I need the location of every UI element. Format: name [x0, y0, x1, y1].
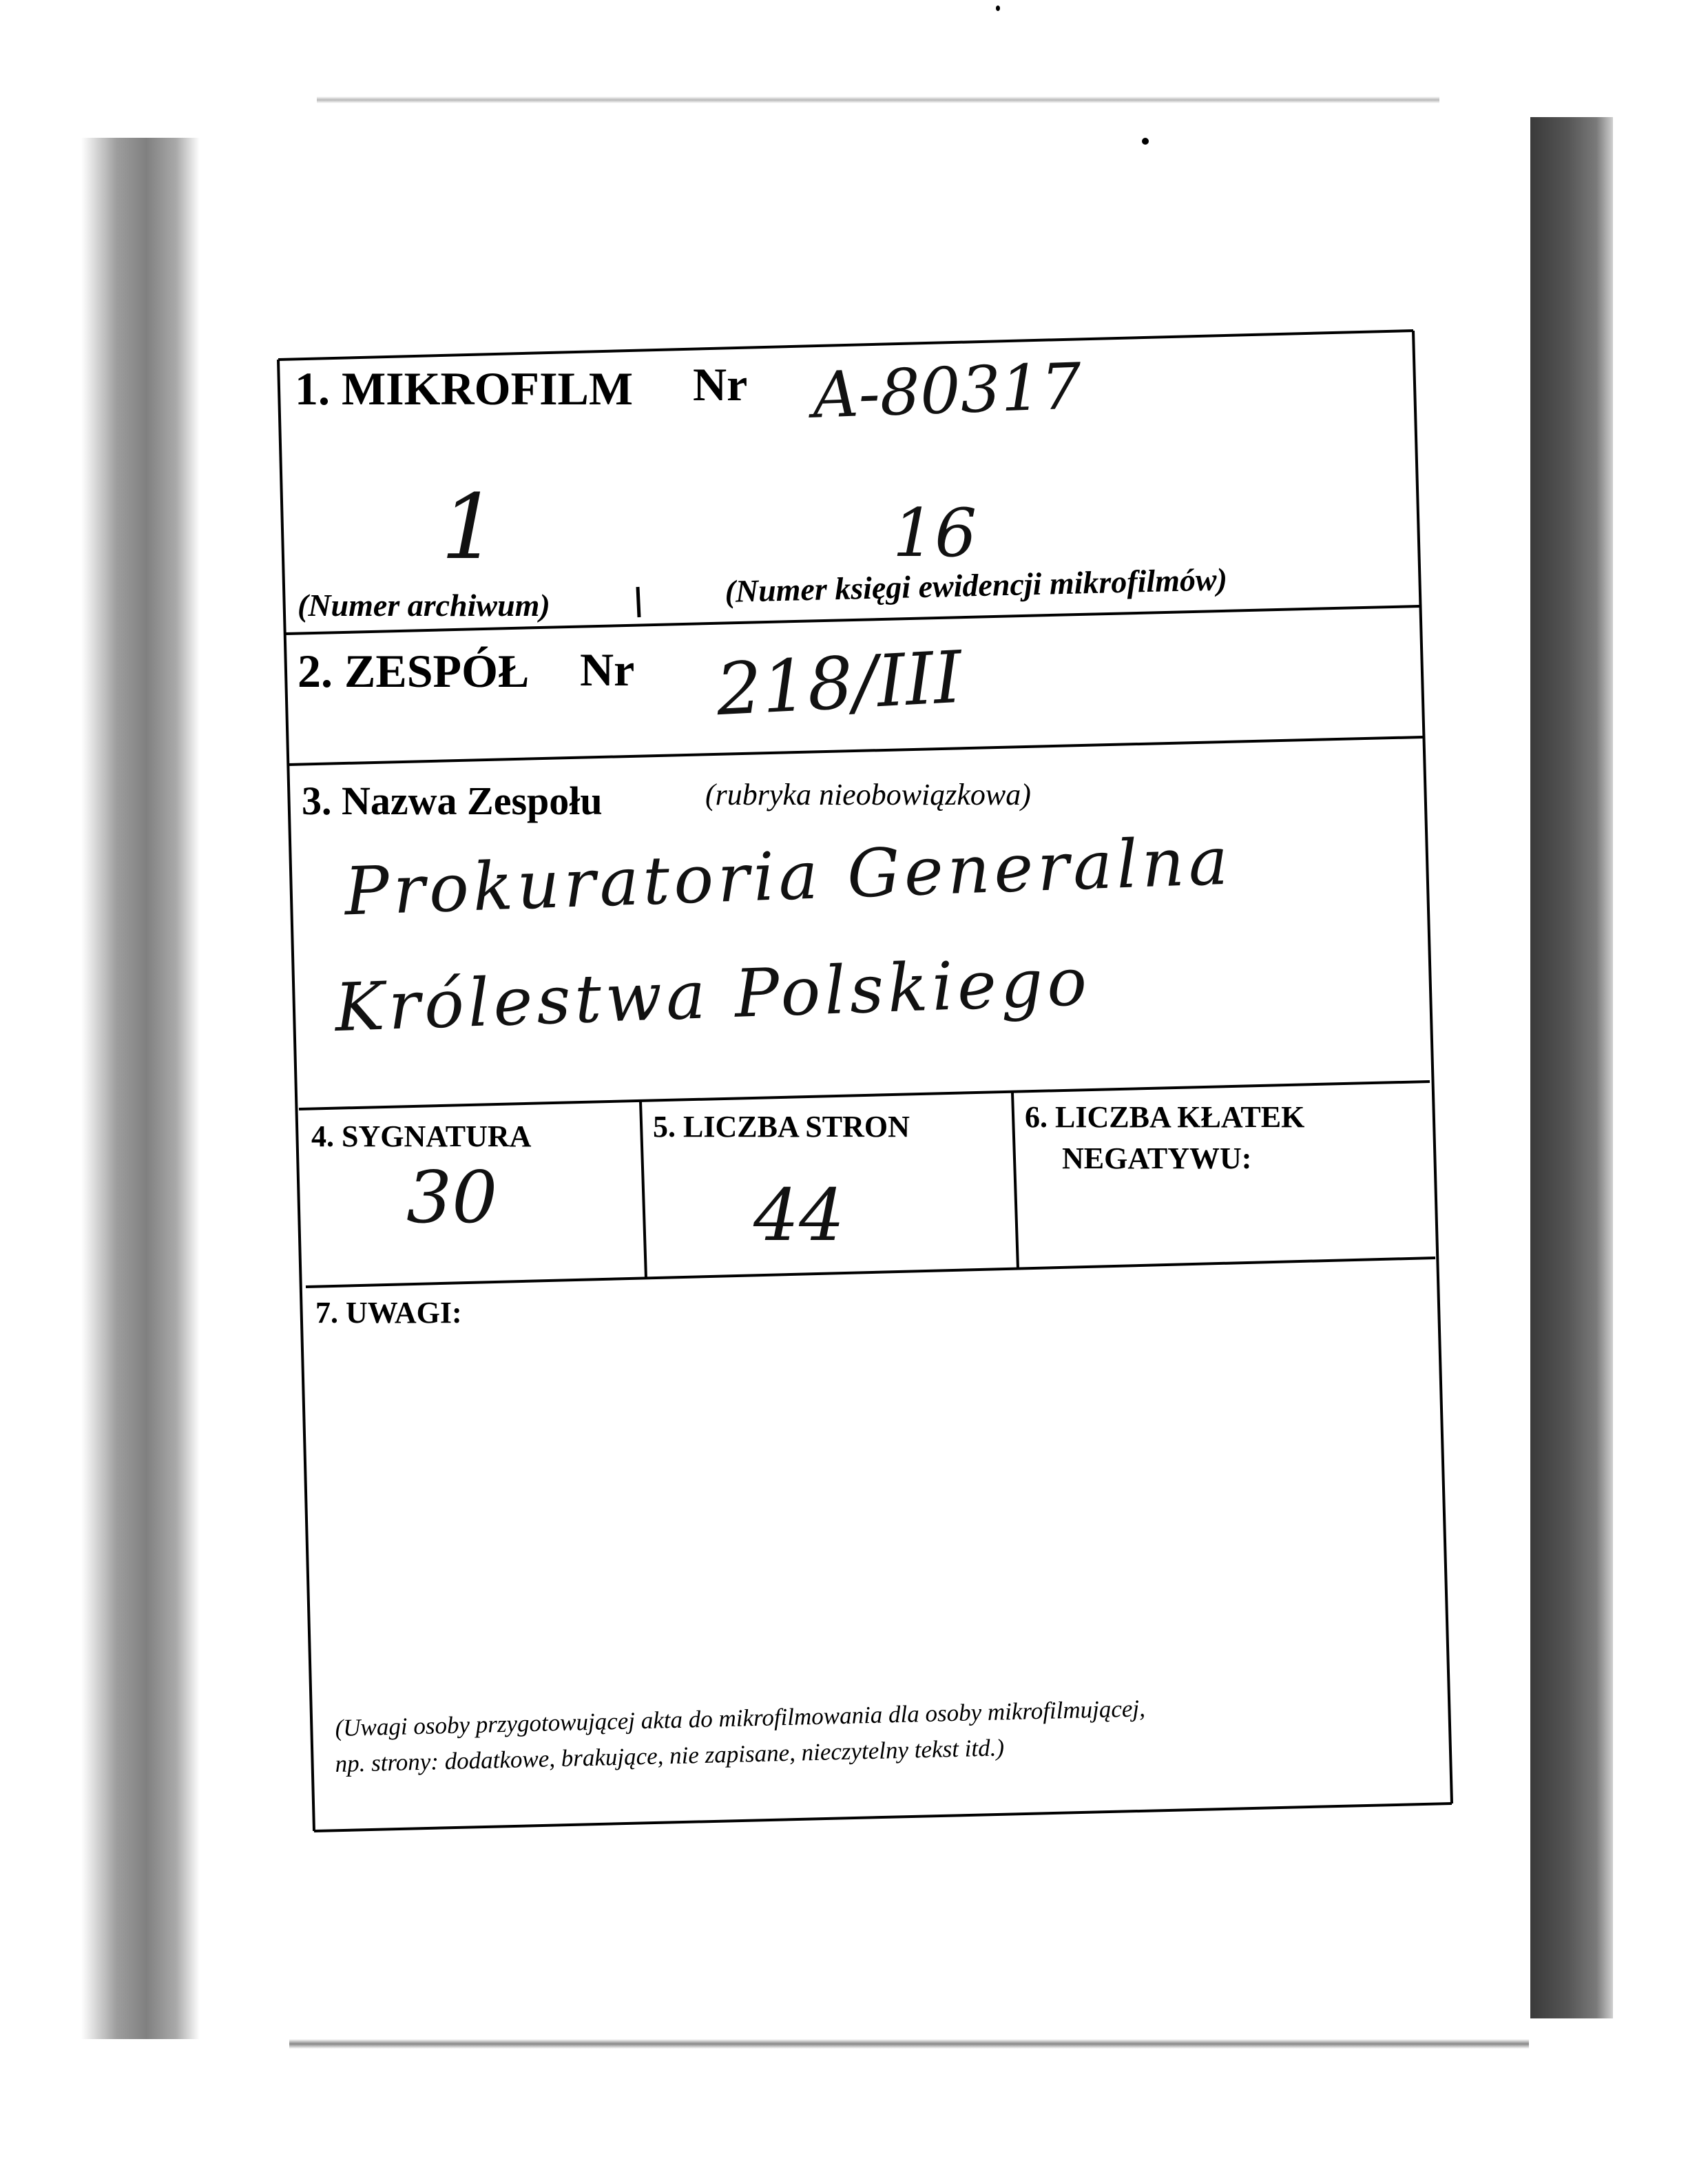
field-7-label: 7. UWAGI: [315, 1296, 462, 1330]
field-3-optional-note: (rubryka nieobowiązkowa) [705, 778, 1031, 812]
field-4-label: 4. SYGNATURA [311, 1119, 532, 1153]
remarks-footnote-line-2: np. strony: dodatkowe, brakujące, nie zapisane, nieczytelny tekst itd.) [335, 1734, 1005, 1777]
signature-value: 30 [406, 1155, 498, 1239]
collection-number-value: 218/III [714, 634, 964, 732]
field-6-label-line-1: 6. LICZBA KŁATEK [1025, 1100, 1305, 1134]
field-3-label: 3. Nazwa Zespołu [302, 778, 603, 823]
field-5-label: 5. LICZBA STRON [653, 1110, 910, 1144]
archive-number-caption: (Numer archiwum) [298, 588, 550, 623]
field-1-nr-label: Nr [693, 358, 748, 411]
field-1-label: 1. MIKROFILM [295, 362, 634, 415]
page-count-value: 44 [753, 1173, 845, 1257]
field-2-label: 2. ZESPÓŁ [298, 645, 530, 697]
remarks-footnote-line-1: (Uwagi osoby przygotowującej akta do mikrofilmowania dla osoby mikrofilmującej, [335, 1695, 1146, 1741]
collection-name-line-1: Prokuratoria Generalna [343, 822, 1233, 931]
ledger-number-value: 16 [893, 495, 977, 572]
collection-name-line-2: Królestwa Polskiego [333, 942, 1092, 1047]
field-2-nr-label: Nr [580, 643, 635, 696]
microfilm-number-value: A-80317 [811, 349, 1083, 433]
ledger-number-caption: (Numer księgi ewidencji mikrofilmów) [724, 561, 1228, 609]
archive-number-value: 1 [441, 475, 498, 579]
field-6-label-line-2: NEGATYWU: [1062, 1141, 1252, 1175]
